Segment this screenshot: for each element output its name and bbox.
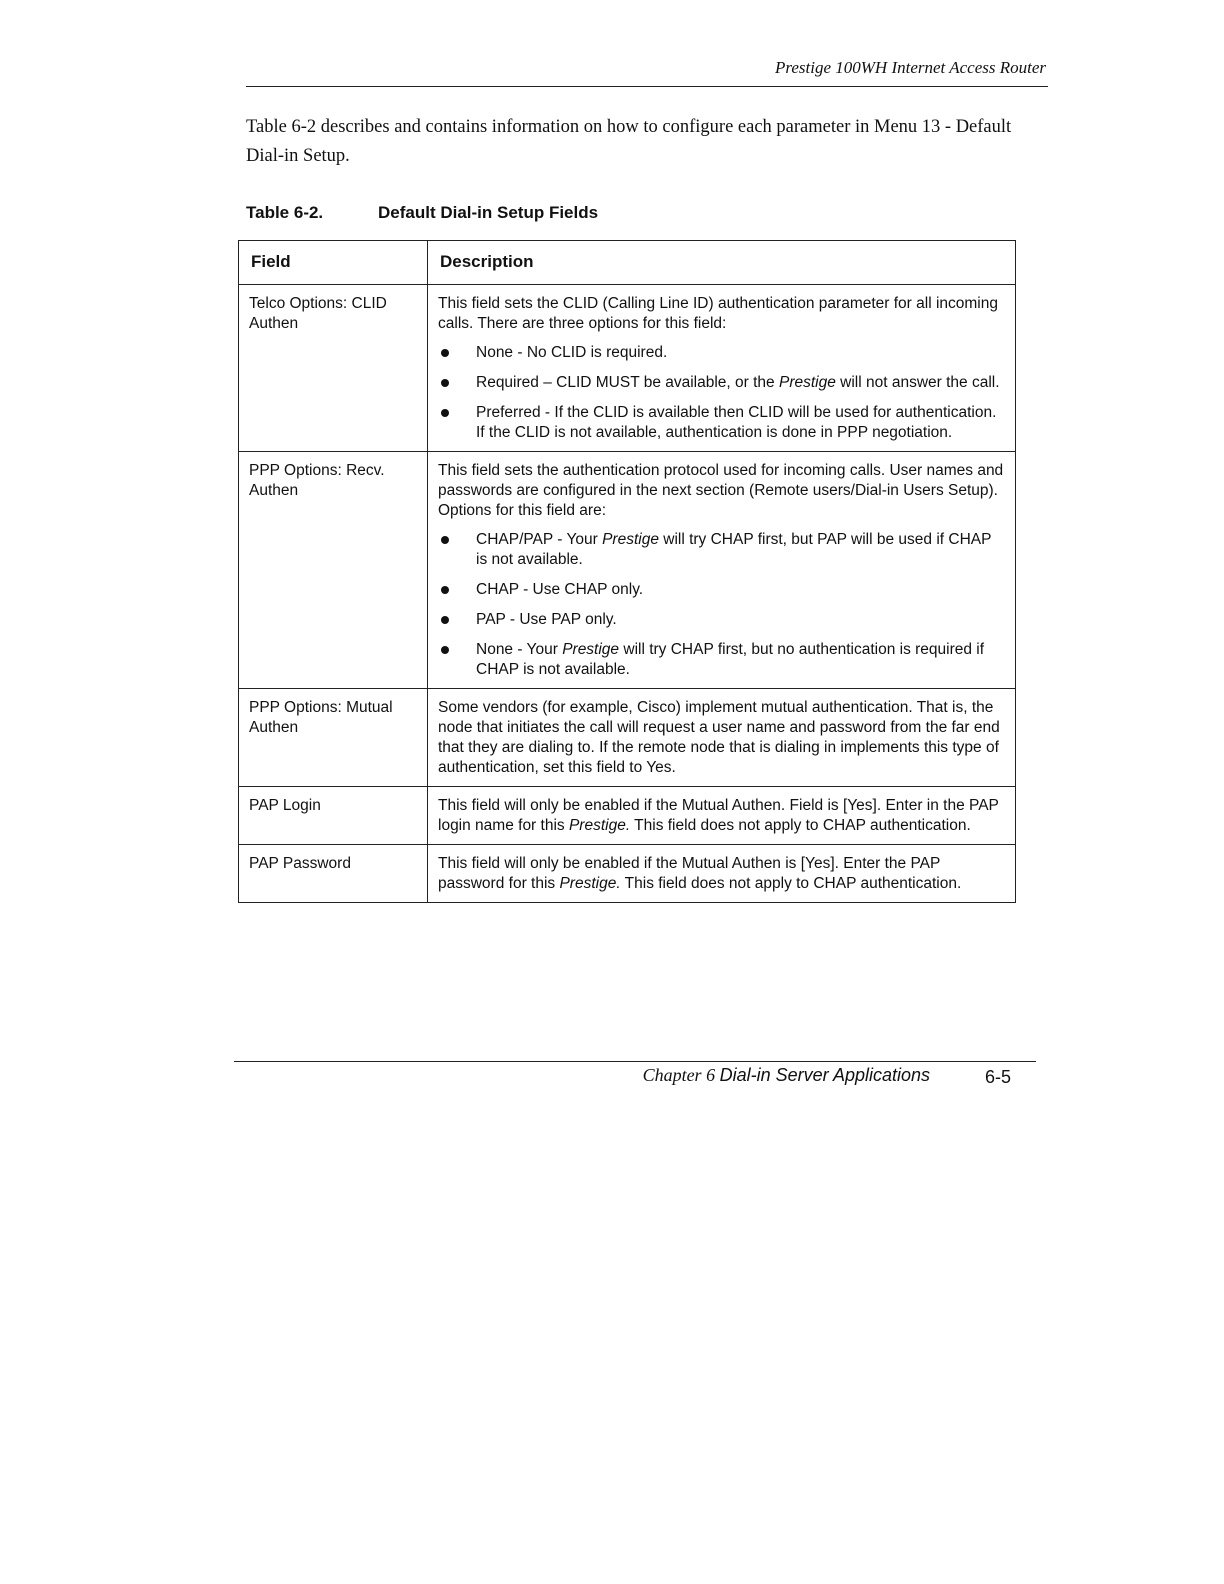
field-description [428, 845, 1016, 903]
field-name: PPP Options: Mutual Authen [239, 689, 428, 787]
option-text-italic: Prestige [562, 641, 620, 658]
option-item [438, 403, 1005, 443]
table-row [239, 285, 1016, 452]
option-list [438, 530, 1005, 680]
description-text-part: This field will only be enabled if the Mutual Authen. Field is [Yes]. Enter in the PAP login name for this [438, 797, 999, 834]
column-header-description: Description [428, 241, 1016, 285]
option-list [438, 343, 1005, 443]
option-item [438, 580, 1005, 600]
option-text: will not answer the call. [835, 374, 1000, 391]
field-name: PPP Options: Recv. Authen [239, 452, 428, 689]
description-text: This field sets the CLID (Calling Line ID) authentication parameter for all incoming calls. There are three options for this field: [438, 295, 998, 332]
field-description [428, 285, 1016, 452]
description-text [438, 796, 1005, 836]
option-item [438, 610, 1005, 630]
field-name: PAP Login [239, 787, 428, 845]
option-text: will try CHAP first, but no authentication is required if CHAP is not available. [476, 641, 985, 678]
option-text: CHAP - Use CHAP only. [476, 581, 644, 598]
table-row [239, 787, 1016, 845]
option-text-italic: Prestige [602, 531, 659, 548]
option-text: PAP - Use PAP only. [476, 611, 617, 628]
footer-chapter [600, 1065, 930, 1086]
table-row [239, 845, 1016, 903]
description-text-italic: Prestige. [559, 875, 621, 892]
running-header: Prestige 100WH Internet Access Router [775, 58, 1046, 77]
fields-table [238, 240, 1016, 903]
option-item [438, 640, 1005, 680]
field-description [428, 689, 1016, 787]
option-text: None - Your [476, 641, 563, 658]
column-header-field: Field [239, 241, 428, 285]
table-row [239, 452, 1016, 689]
footer-chapter-number: Chapter 6 [642, 1065, 716, 1085]
field-description [428, 787, 1016, 845]
table-caption [246, 203, 598, 223]
table-caption-number: Table 6-2. [246, 203, 324, 222]
table-header-row [239, 241, 1016, 285]
description-text-part: This field does not apply to CHAP authentication. [630, 817, 971, 834]
option-item [438, 530, 1005, 570]
option-item [438, 343, 1005, 363]
description-text [438, 854, 1005, 894]
option-text: will try CHAP first, but PAP will be used if CHAP is not available. [476, 531, 992, 568]
description-text-part: This field does not apply to CHAP authentication. [620, 875, 962, 892]
footer-rule [234, 1061, 1036, 1062]
description-text: Some vendors (for example, Cisco) implement mutual authentication. That is, the node that initiates the call will request a user name and password from the far end that they are dialing to. If the remote node that is dialing in implements this type of authentication, set this field to Yes. [438, 699, 1000, 776]
description-text: This field sets the authentication protocol used for incoming calls. User names and passwords are configured in the next section (Remote users/Dial-in Users Setup). Options for this field are: [438, 462, 1004, 519]
header-rule [246, 86, 1048, 87]
option-text: None - No CLID is required. [476, 344, 668, 361]
option-text: Preferred - If the CLID is available then CLID will be used for authentication. If the CLID is not available, authentication is done in PPP negotiation. [476, 404, 997, 441]
field-description [428, 452, 1016, 689]
table-row [239, 689, 1016, 787]
option-item [438, 373, 1005, 393]
page-number: 6-5 [985, 1067, 1012, 1087]
option-text: Required – CLID MUST be available, or the [476, 374, 779, 391]
field-name: PAP Password [239, 845, 428, 903]
description-text-part: This field will only be enabled if the Mutual Authen is [Yes]. Enter the PAP password for this [438, 855, 941, 892]
option-text: CHAP/PAP - Your [476, 531, 603, 548]
footer-chapter-title: Dial-in Server Applications [719, 1065, 930, 1085]
field-name: Telco Options: CLID Authen [239, 285, 428, 452]
table-caption-title: Default Dial-in Setup Fields [378, 203, 599, 222]
option-text-italic: Prestige [778, 374, 836, 391]
description-text-italic: Prestige. [568, 817, 631, 834]
intro-paragraph: Table 6-2 describes and contains information on how to configure each parameter in Menu 13 - Default Dial-in Setup. [246, 117, 1012, 166]
